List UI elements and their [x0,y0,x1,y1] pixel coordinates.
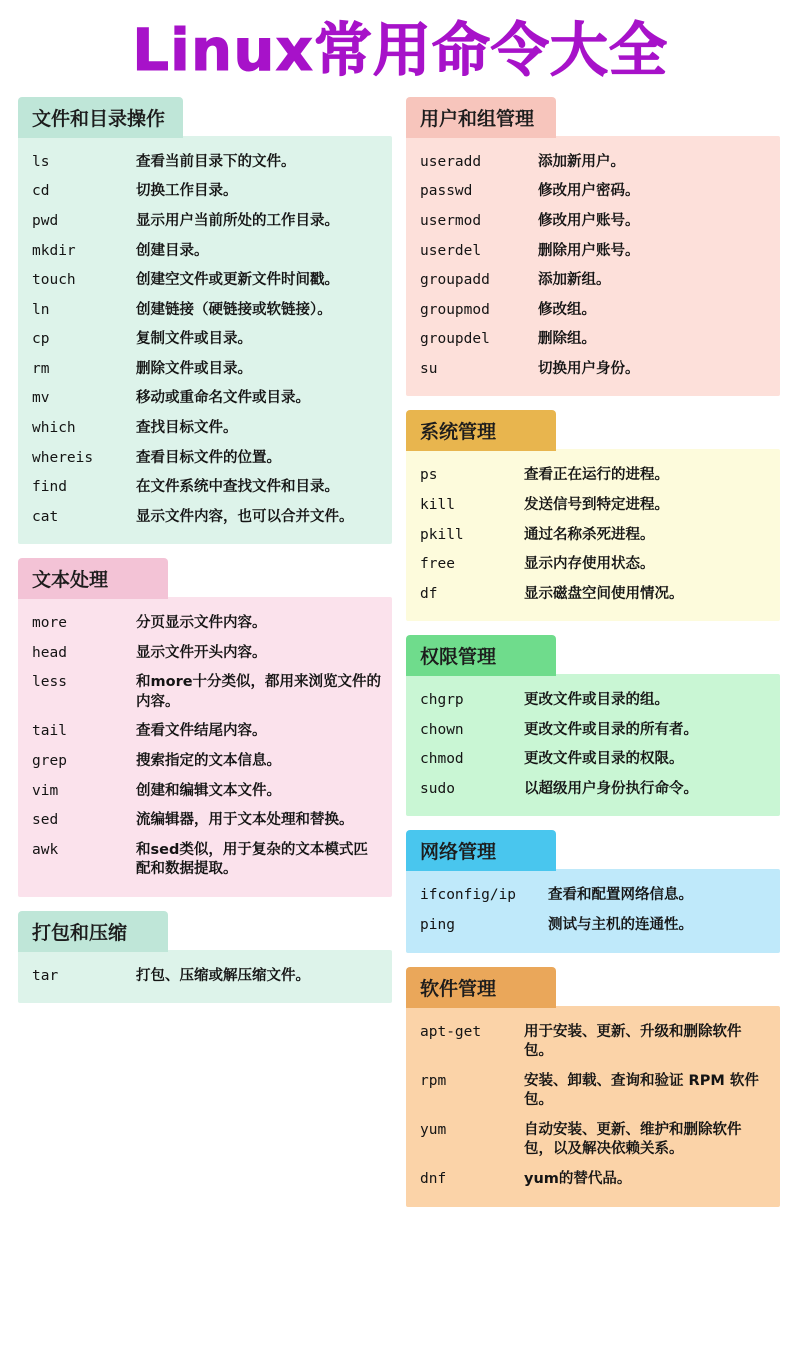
command-name: pkill [420,526,464,543]
table-row [420,911,770,941]
table-row [32,668,382,717]
command-name: mv [32,390,50,407]
command-name: mkdir [32,242,76,259]
command-desc: 和more十分类似，都用来浏览文件的内容。 [136,674,382,710]
command-desc: 切换用户身份。 [538,360,640,377]
section-users [406,97,780,397]
table-row [420,355,770,385]
table-row [420,325,770,355]
section-system [406,410,780,621]
command-desc: 移动或重命名文件或目录。 [136,390,310,407]
command-name: apt-get [420,1023,482,1040]
net-table [420,881,770,940]
table-row [420,1067,770,1116]
command-desc: 发送信号到特定进程。 [524,496,669,513]
section-pack-body [18,950,392,1004]
table-row [32,962,382,992]
table-row [420,177,770,207]
section-net-body [406,869,780,952]
table-row [420,461,770,491]
command-desc: 用于安装、更新、升级和删除软件包。 [524,1023,742,1060]
table-row [32,503,382,533]
table-row [32,747,382,777]
table-row [420,745,770,775]
command-name: chmod [420,751,464,768]
table-row [32,609,382,639]
table-row [32,296,382,326]
pack-table [32,962,382,992]
system-table [420,461,770,609]
command-name: sudo [420,780,455,797]
table-row [32,444,382,474]
table-row [420,237,770,267]
command-name: passwd [420,183,473,200]
table-row [32,325,382,355]
command-desc: yum的替代品。 [524,1170,632,1187]
section-perm [406,635,780,816]
section-soft-body [406,1006,780,1207]
command-desc: 复制文件或目录。 [136,331,252,348]
command-desc: 创建目录。 [136,242,209,259]
users-table [420,148,770,385]
section-text-title: 文本处理 [18,558,168,599]
command-name: ping [420,917,455,934]
section-system-title: 系统管理 [406,410,556,451]
command-name: find [32,479,67,496]
section-files-title: 文件和目录操作 [18,97,183,138]
table-row [32,473,382,503]
table-row [32,717,382,747]
command-desc: 创建链接（硬链接或软链接）。 [136,301,332,318]
table-row [420,207,770,237]
section-net-title: 网络管理 [406,830,556,871]
command-desc: 以超级用户身份执行命令。 [524,780,698,797]
table-row [32,237,382,267]
command-name: chgrp [420,692,464,709]
command-name: cp [32,331,50,348]
content-columns [18,97,782,1221]
command-desc: 切换工作目录。 [136,183,238,200]
command-name: ifconfig/ip [420,887,517,904]
command-desc: 搜索指定的文本信息。 [136,753,281,770]
command-name: tar [32,967,59,984]
command-name: chown [420,721,464,738]
command-name: yum [420,1121,447,1138]
section-net [406,830,780,952]
table-row [420,1018,770,1067]
left-column [18,97,392,1018]
command-name: head [32,644,67,661]
command-desc: 安装、卸载、查询和验证 RPM 软件包。 [524,1072,759,1109]
command-name: groupmod [420,301,490,318]
table-row [32,414,382,444]
command-name: su [420,360,438,377]
command-desc: 创建空文件或更新文件时间戳。 [136,272,339,289]
command-desc: 查看正在运行的进程。 [524,467,669,484]
command-desc: 修改组。 [538,301,596,318]
section-files [18,97,392,544]
table-row [420,266,770,296]
command-desc: 查找目标文件。 [136,419,238,436]
table-row [420,521,770,551]
command-desc: 查看和配置网络信息。 [548,887,693,904]
command-desc: 删除用户账号。 [538,242,640,259]
section-perm-title: 权限管理 [406,635,556,676]
command-desc: 显示内存使用状态。 [524,556,655,573]
command-desc: 更改文件或目录的所有者。 [524,721,698,738]
command-desc: 流编辑器，用于文本处理和替换。 [136,812,354,829]
command-name: cat [32,508,59,525]
command-name: touch [32,272,76,289]
files-table [32,148,382,532]
table-row [32,266,382,296]
table-row [420,1116,770,1165]
command-name: more [32,615,67,632]
section-text [18,558,392,897]
command-name: grep [32,753,67,770]
right-column [406,97,780,1221]
command-desc: 查看文件结尾内容。 [136,723,267,740]
command-name: ps [420,467,438,484]
section-users-body [406,136,780,397]
command-desc: 查看目标文件的位置。 [136,449,281,466]
command-name: useradd [420,153,482,170]
command-name: df [420,585,438,602]
page-title: Linux常用命令大全 [132,16,668,84]
table-row [420,580,770,610]
table-row [32,836,382,885]
command-desc: 查看当前目录下的文件。 [136,153,296,170]
table-row [32,207,382,237]
section-text-body [18,597,392,897]
command-desc: 测试与主机的连通性。 [548,917,693,934]
command-desc: 添加新组。 [538,272,611,289]
command-desc: 分页显示文件内容。 [136,615,267,632]
table-row [32,177,382,207]
table-row [420,775,770,805]
command-desc: 打包、压缩或解压缩文件。 [136,967,310,984]
command-desc: 通过名称杀死进程。 [524,526,655,543]
section-pack [18,911,392,1004]
command-desc: 显示磁盘空间使用情况。 [524,585,684,602]
command-desc: 修改用户账号。 [538,213,640,230]
command-desc: 添加新用户。 [538,153,625,170]
table-row [32,806,382,836]
command-name: awk [32,841,59,858]
command-name: userdel [420,242,482,259]
section-users-title: 用户和组管理 [406,97,556,138]
command-desc: 创建和编辑文本文件。 [136,782,281,799]
command-name: cd [32,183,50,200]
command-desc: 更改文件或目录的组。 [524,692,669,709]
command-name: groupdel [420,331,490,348]
section-system-body [406,449,780,621]
table-row [420,686,770,716]
command-desc: 删除组。 [538,331,596,348]
table-row [420,550,770,580]
table-row [420,148,770,178]
command-desc: 在文件系统中查找文件和目录。 [136,479,339,496]
section-pack-title: 打包和压缩 [18,911,168,952]
soft-table [420,1018,770,1195]
table-row [420,491,770,521]
command-name: which [32,419,76,436]
command-name: free [420,556,455,573]
perm-table [420,686,770,804]
table-row [420,1165,770,1195]
command-desc: 显示文件内容，也可以合并文件。 [136,508,354,525]
command-desc: 修改用户密码。 [538,183,640,200]
table-row [32,355,382,385]
section-perm-body [406,674,780,816]
command-name: dnf [420,1170,447,1187]
command-name: vim [32,782,59,799]
section-soft-title: 软件管理 [406,967,556,1008]
table-row [32,384,382,414]
table-row [32,148,382,178]
command-desc: 自动安装、更新、维护和删除软件包，以及解决依赖关系。 [524,1121,742,1158]
command-desc: 删除文件或目录。 [136,360,252,377]
command-name: whereis [32,449,94,466]
table-row [420,296,770,326]
command-name: ls [32,153,50,170]
table-row [420,881,770,911]
table-row [32,777,382,807]
command-name: rm [32,360,50,377]
command-name: usermod [420,213,482,230]
command-name: groupadd [420,272,490,289]
command-desc: 显示用户当前所处的工作目录。 [136,213,339,230]
command-name: ln [32,301,50,318]
table-row [32,639,382,669]
command-name: pwd [32,213,59,230]
table-row [420,716,770,746]
section-soft [406,967,780,1207]
command-desc: 和sed类似，用于复杂的文本模式匹配和数据提取。 [136,841,368,878]
command-desc: 显示文件开头内容。 [136,644,267,661]
command-name: tail [32,723,67,740]
command-name: rpm [420,1072,447,1089]
command-name: sed [32,812,59,829]
command-name: kill [420,496,455,513]
command-name: less [32,674,67,691]
command-desc: 更改文件或目录的权限。 [524,751,684,768]
text-table [32,609,382,885]
section-files-body [18,136,392,544]
